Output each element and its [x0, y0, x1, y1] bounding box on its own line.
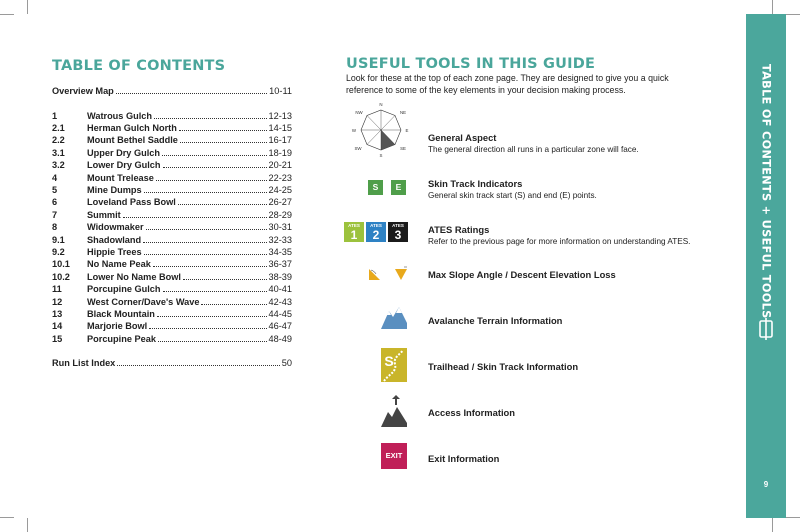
crop-mark — [772, 0, 773, 14]
toc-entry-number: 6 — [52, 197, 58, 208]
toc-entry-pages: 36-37 — [268, 259, 292, 270]
toc-entry-title: Hippie Trees — [87, 246, 142, 257]
toc-dot-leader — [116, 93, 267, 94]
ates-2-number: 2 — [372, 228, 380, 242]
toc-entry-pages: 18-19 — [268, 147, 292, 158]
toc-entry-title: No Name Peak — [87, 259, 151, 270]
toc-entry-title: Porcupine Gulch — [87, 284, 161, 295]
toc-dot-leader — [156, 180, 267, 181]
toc-heading: TABLE OF CONTENTS — [52, 58, 226, 74]
ates-1-number: 1 — [350, 228, 358, 242]
toc-dot-leader — [146, 229, 267, 230]
toc-dot-leader — [144, 254, 267, 255]
toc-entry-title: Widowmaker — [87, 222, 144, 233]
aspect-desc: The general direction all runs in a particular zone will face. — [428, 145, 639, 154]
toc-entry[interactable] — [52, 111, 292, 123]
toc-entry[interactable] — [52, 321, 292, 333]
ates-1-badge — [344, 222, 364, 242]
compass-label-e: E — [405, 128, 409, 133]
toc-entry-number: 1 — [52, 110, 58, 121]
toc-entry[interactable] — [52, 123, 292, 135]
toc-entry[interactable] — [52, 210, 292, 222]
toc-entry[interactable] — [52, 173, 292, 185]
book-icon — [757, 318, 775, 340]
ates-1-label: ATES — [348, 223, 360, 228]
toc-entry-pages: 34-35 — [268, 246, 292, 257]
toc-dot-leader — [163, 167, 267, 168]
toc-dot-leader — [178, 204, 267, 205]
toc-entry-number: 12 — [52, 296, 63, 307]
exit-title: Exit Information — [428, 453, 500, 464]
toc-dot-leader — [143, 242, 266, 243]
toc-entry[interactable] — [52, 135, 292, 147]
toc-dot-leader — [201, 304, 266, 305]
toc-dot-leader — [183, 279, 267, 280]
toc-entry-title: Loveland Pass Bowl — [87, 197, 176, 208]
toc-entry-pages: 20-21 — [268, 160, 292, 171]
crop-mark — [772, 518, 773, 532]
slope-angle-icon — [368, 266, 384, 282]
crop-mark — [27, 518, 28, 532]
toc-entry-title: Shadowland — [87, 234, 142, 245]
toc-dot-leader — [154, 118, 267, 119]
toc-entry-title: Porcupine Peak — [87, 333, 156, 344]
toc-entry-pages: 44-45 — [268, 308, 292, 319]
crop-mark — [27, 0, 28, 14]
toc-overview-title: Overview Map — [52, 86, 114, 96]
toc-entry[interactable] — [52, 160, 292, 172]
skin-track-title: Skin Track Indicators — [428, 178, 523, 189]
skin-track-start-icon: S — [368, 180, 383, 195]
toc-entry[interactable] — [52, 185, 292, 197]
toc-entry-title: Mount Bethel Saddle — [87, 135, 178, 146]
toc-entry-pages: 24-25 — [268, 184, 292, 195]
toc-entry-title: Lower No Name Bowl — [87, 271, 181, 282]
toc-run-list-title: Run List Index — [52, 358, 116, 368]
toc-entry-number: 10.2 — [52, 271, 70, 282]
toc-entry-number: 3.1 — [52, 147, 65, 158]
aspect-compass-icon — [346, 100, 416, 166]
toc-entry-number: 7 — [52, 209, 58, 220]
skin-track-desc: General skin track start (S) and end (E) points. — [428, 191, 597, 200]
compass-label-s: S — [379, 153, 383, 158]
toc-entry-pages: 32-33 — [268, 234, 292, 245]
toc-entry-number: 14 — [52, 321, 63, 332]
compass-label-w: W — [351, 128, 357, 133]
toc-dot-leader — [158, 341, 267, 342]
toc-dot-leader — [157, 316, 267, 317]
ates-title: ATES Ratings — [428, 224, 490, 235]
toc-entry-title: Herman Gulch North — [87, 122, 177, 133]
toc-dot-leader — [117, 365, 279, 366]
toc-entry[interactable] — [52, 334, 292, 346]
toc-dot-leader — [153, 266, 267, 267]
toc-run-list-row[interactable] — [52, 358, 292, 370]
toc-entry[interactable] — [52, 259, 292, 271]
access-mountain-icon — [381, 395, 407, 427]
trailhead-icon — [381, 348, 407, 382]
exit-icon: EXIT — [381, 443, 407, 469]
toc-entry-number: 10.1 — [52, 259, 70, 270]
avalanche-mountain-icon — [381, 303, 407, 329]
toc-entry-pages: 28-29 — [268, 209, 292, 220]
toc-entry-number: 13 — [52, 308, 63, 319]
toc-dot-leader — [144, 192, 267, 193]
toc-entry-number: 2.1 — [52, 122, 65, 133]
toc-entry[interactable] — [52, 235, 292, 247]
toc-entry-pages: 38-39 — [268, 271, 292, 282]
toc-entry-number: 4 — [52, 172, 58, 183]
toc-entry-title: West Corner/Dave's Wave — [87, 296, 200, 307]
toc-entry-pages: 46-47 — [268, 321, 292, 332]
toc-entry-title: Black Mountain — [87, 308, 155, 319]
ates-3-label: ATES — [392, 223, 404, 228]
toc-entry[interactable] — [52, 272, 292, 284]
access-title: Access Information — [428, 407, 516, 418]
trailhead-title: Trailhead / Skin Track Information — [428, 361, 579, 372]
trailhead-letter: S — [384, 353, 394, 369]
toc-entry-pages: 26-27 — [268, 197, 292, 208]
toc-entry-number: 9.1 — [52, 234, 65, 245]
sidebar-title: TABLE OF CONTENTS + USEFUL TOOLS — [759, 64, 773, 319]
crop-mark — [786, 517, 800, 518]
slope-title: Max Slope Angle / Descent Elevation Loss — [428, 269, 616, 280]
toc-entry-number: 3.2 — [52, 160, 65, 171]
toc-run-list-pages: 50 — [281, 358, 292, 368]
toc-entry-title: Watrous Gulch — [87, 110, 152, 121]
toc-entry[interactable] — [52, 222, 292, 234]
toc-entry-pages: 12-13 — [268, 110, 292, 121]
toc-dot-leader — [162, 155, 266, 156]
toc-entry-title: Marjorie Bowl — [87, 321, 148, 332]
tools-intro: Look for these at the top of each zone page. They are designed to give you a quick reference to some of the key elements in your decision making process. — [346, 73, 669, 95]
toc-dot-leader — [149, 328, 266, 329]
toc-entry-number: 11 — [52, 284, 62, 295]
toc-entry-pages: 48-49 — [268, 333, 292, 344]
ates-3-badge — [388, 222, 408, 242]
compass-label-n: N — [379, 102, 383, 107]
toc-entry-number: 9.2 — [52, 246, 65, 257]
toc-dot-leader — [163, 291, 267, 292]
aspect-title: General Aspect — [428, 132, 497, 143]
crop-mark — [786, 14, 800, 15]
toc-entry-title: Summit — [87, 209, 121, 220]
toc-entry[interactable] — [52, 197, 292, 209]
ates-2-label: ATES — [370, 223, 382, 228]
toc-entry[interactable] — [52, 309, 292, 321]
toc-entry-number: 8 — [52, 222, 58, 233]
crop-mark — [0, 517, 14, 518]
page-number: 9 — [763, 480, 769, 489]
skin-track-end-icon: E — [391, 180, 406, 195]
toc-dot-leader — [123, 217, 267, 218]
toc-entry-title: Mount Trelease — [87, 172, 154, 183]
descent-elevation-icon — [393, 266, 409, 282]
toc-dot-leader — [180, 142, 267, 143]
toc-overview-pages: 10-11 — [269, 86, 292, 96]
toc-entry-number: 5 — [52, 184, 58, 195]
toc-entry-number: 2.2 — [52, 135, 65, 146]
toc-entry[interactable] — [52, 247, 292, 259]
compass-label-sw: SW — [354, 146, 362, 151]
toc-dot-leader — [179, 130, 267, 131]
toc-entry-title: Lower Dry Gulch — [87, 160, 161, 171]
toc-entry-number: 15 — [52, 333, 63, 344]
compass-label-se: SE — [400, 146, 406, 151]
tools-heading: USEFUL TOOLS IN THIS GUIDE — [346, 56, 596, 72]
toc-entry-pages: 14-15 — [268, 122, 292, 133]
toc-entry-pages: 42-43 — [268, 296, 292, 307]
compass-label-nw: NW — [355, 110, 363, 115]
toc-entry-pages: 30-31 — [268, 222, 292, 233]
ates-2-badge — [366, 222, 386, 242]
toc-entry-pages: 16-17 — [268, 135, 292, 146]
toc-entry[interactable] — [52, 297, 292, 309]
ates-3-number: 3 — [394, 228, 402, 242]
compass-label-ne: NE — [399, 110, 407, 115]
toc-entry-pages: 22-23 — [268, 172, 292, 183]
ates-desc: Refer to the previous page for more information on understanding ATES. — [428, 237, 691, 246]
toc-entry-pages: 40-41 — [268, 284, 292, 295]
crop-mark — [0, 14, 14, 15]
toc-overview-row[interactable] — [52, 86, 292, 98]
toc-entry-title: Mine Dumps — [87, 184, 142, 195]
toc-entry-title: Upper Dry Gulch — [87, 147, 161, 158]
toc-entry[interactable] — [52, 148, 292, 160]
toc-entry[interactable] — [52, 284, 292, 296]
avalanche-title: Avalanche Terrain Information — [428, 315, 563, 326]
